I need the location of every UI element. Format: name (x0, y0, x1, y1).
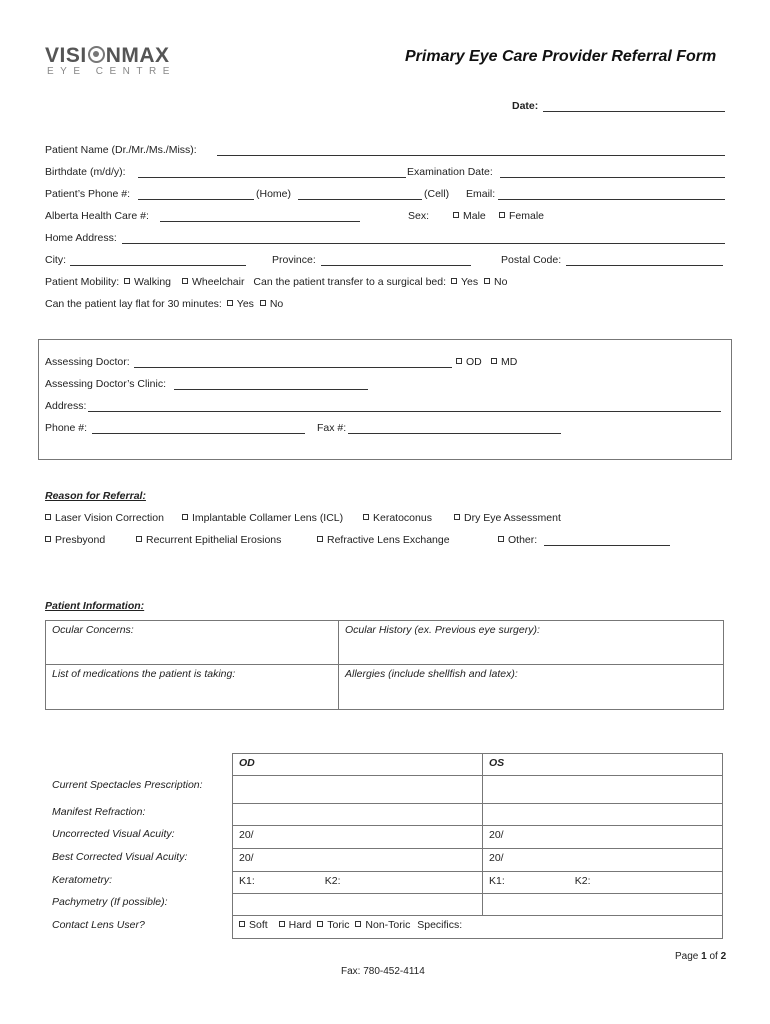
rx-spectacles-od[interactable] (233, 776, 483, 804)
exam-date-field[interactable] (500, 177, 725, 178)
checkbox-icon (498, 536, 504, 542)
ocular-concerns-cell[interactable]: Ocular Concerns: (46, 621, 339, 665)
postal-code-label: Postal Code: (501, 254, 562, 266)
allergies-cell[interactable]: Allergies (include shellfish and latex): (339, 665, 724, 710)
checkbox-icon (317, 536, 323, 542)
rx-manifest-od[interactable] (233, 804, 483, 826)
rx-os-header: OS (483, 754, 723, 776)
birthdate-label: Birthdate (m/d/y): (45, 166, 126, 178)
exam-date-label: Examination Date: (407, 166, 493, 178)
logo-eye-icon (88, 46, 105, 63)
rx-pachymetry-os[interactable] (483, 894, 723, 916)
rx-label-contact-lens: Contact Lens User? (52, 919, 145, 931)
logo: VISI NMAX (45, 44, 170, 67)
patient-name-label: Patient Name (Dr./Mr./Ms./Miss): (45, 144, 197, 156)
patient-name-field[interactable] (217, 155, 725, 156)
checkbox-icon (45, 514, 51, 520)
k1-label: K1: (489, 875, 505, 887)
date-label: Date: (512, 100, 539, 112)
reason-erosions-option[interactable]: Recurrent Epithelial Erosions (136, 534, 281, 546)
k2-label: K2: (574, 875, 591, 887)
mobility-row (45, 276, 507, 288)
doctor-od-option[interactable]: OD (456, 356, 482, 368)
checkbox-icon (363, 514, 369, 520)
checkbox-icon (227, 300, 233, 306)
rx-label-best-corrected: Best Corrected Visual Acuity: (52, 851, 188, 863)
contact-non-toric-option[interactable]: Non-Toric (355, 919, 410, 931)
rx-uncorrected-od[interactable]: 20/ (233, 826, 483, 849)
footer-fax: Fax: 780-452-4114 (341, 966, 425, 977)
checkbox-icon (136, 536, 142, 542)
rx-pachymetry-od[interactable] (233, 894, 483, 916)
date-field[interactable] (543, 111, 725, 112)
home-address-label: Home Address: (45, 232, 117, 244)
checkbox-icon (456, 358, 462, 364)
phone-label: Patient’s Phone #: (45, 188, 131, 200)
doctor-fax-label: Fax #: (317, 422, 347, 434)
contact-soft-option[interactable]: Soft (239, 919, 268, 931)
assessing-doctor-label: Assessing Doctor: (45, 356, 130, 368)
rx-od-header: OD (233, 754, 483, 776)
clinic-label: Assessing Doctor’s Clinic: (45, 378, 166, 390)
rx-label-spectacles: Current Spectacles Prescription: (52, 779, 203, 791)
doctor-fax-field[interactable] (348, 433, 561, 434)
rx-contact-lens-cell (233, 916, 723, 939)
ocular-history-cell[interactable]: Ocular History (ex. Previous eye surgery): (339, 621, 724, 665)
mobility-label: Patient Mobility: (45, 276, 120, 288)
mobility-wheelchair-option[interactable]: Wheelchair (182, 276, 245, 288)
health-care-label: Alberta Health Care #: (45, 210, 149, 222)
checkbox-icon (124, 278, 130, 284)
page-number: Page 1 of 2 (675, 951, 727, 962)
checkbox-icon (355, 921, 361, 927)
medications-cell[interactable]: List of medications the patient is taking: (46, 665, 339, 710)
transfer-label: Can the patient transfer to a surgical bed: (253, 276, 447, 288)
lay-flat-yes-option[interactable]: Yes (227, 298, 254, 310)
rx-label-manifest: Manifest Refraction: (52, 806, 146, 818)
health-care-field[interactable] (160, 221, 360, 222)
rx-spectacles-os[interactable] (483, 776, 723, 804)
rx-uncorrected-os[interactable]: 20/ (483, 826, 723, 849)
k2-label: K2: (324, 875, 341, 887)
rx-label-keratometry: Keratometry: (52, 874, 113, 886)
sex-male-option[interactable]: Male (453, 210, 486, 222)
contact-toric-option[interactable]: Toric (317, 919, 349, 931)
checkbox-icon (182, 514, 188, 520)
checkbox-icon (499, 212, 505, 218)
transfer-yes-option[interactable]: Yes (451, 276, 478, 288)
patient-info-heading: Patient Information: (45, 600, 145, 612)
reason-laser-option[interactable]: Laser Vision Correction (45, 512, 164, 524)
doctor-section-box (38, 339, 732, 460)
reason-other-field[interactable] (544, 545, 670, 546)
checkbox-icon (317, 921, 323, 927)
checkbox-icon (454, 514, 460, 520)
reason-dry-eye-option[interactable]: Dry Eye Assessment (454, 512, 561, 524)
rx-best-corrected-os[interactable]: 20/ (483, 849, 723, 872)
form-title: Primary Eye Care Provider Referral Form (405, 48, 717, 65)
checkbox-icon (45, 536, 51, 542)
checkbox-icon (451, 278, 457, 284)
checkbox-icon (453, 212, 459, 218)
rx-keratometry-os[interactable] (483, 872, 723, 894)
birthdate-field[interactable] (138, 177, 406, 178)
checkbox-icon (260, 300, 266, 306)
home-address-field[interactable] (122, 243, 725, 244)
sex-female-option[interactable]: Female (499, 210, 544, 222)
cell-label: (Cell) (424, 188, 450, 200)
transfer-no-option[interactable]: No (484, 276, 507, 288)
checkbox-icon (279, 921, 285, 927)
doctor-address-label: Address: (45, 400, 87, 412)
rx-table (232, 753, 723, 939)
province-field[interactable] (321, 265, 471, 266)
doctor-phone-field[interactable] (92, 433, 305, 434)
reason-presbyond-option[interactable]: Presbyond (45, 534, 105, 546)
rx-label-uncorrected: Uncorrected Visual Acuity: (52, 828, 175, 840)
reason-heading: Reason for Referral: (45, 490, 146, 502)
reason-keratoconus-option[interactable]: Keratoconus (363, 512, 432, 524)
home-phone-field[interactable] (138, 199, 254, 200)
sex-label: Sex: (408, 210, 430, 222)
rx-manifest-os[interactable] (483, 804, 723, 826)
logo-subtitle: EYE CENTRE (47, 66, 176, 77)
lay-flat-no-option[interactable]: No (260, 298, 283, 310)
reason-other-option[interactable]: Other: (498, 534, 537, 546)
clinic-field[interactable] (174, 389, 368, 390)
province-label: Province: (272, 254, 316, 266)
rx-keratometry-od[interactable] (233, 872, 483, 894)
mobility-walking-option[interactable]: Walking (124, 276, 171, 288)
cell-phone-field[interactable] (298, 199, 422, 200)
patient-info-table (45, 620, 724, 710)
contact-specifics-label: Specifics: (417, 919, 463, 931)
lay-flat-row (45, 298, 283, 310)
lay-flat-label: Can the patient lay flat for 30 minutes: (45, 298, 222, 310)
rx-label-pachymetry: Pachymetry (If possible): (52, 896, 168, 908)
doctor-address-field[interactable] (88, 411, 721, 412)
city-field[interactable] (70, 265, 246, 266)
reason-lens-exchange-option[interactable]: Refractive Lens Exchange (317, 534, 450, 546)
email-label: Email: (466, 188, 496, 200)
checkbox-icon (239, 921, 245, 927)
contact-hard-option[interactable]: Hard (279, 919, 312, 931)
k1-label: K1: (239, 875, 255, 887)
reason-icl-option[interactable]: Implantable Collamer Lens (ICL) (182, 512, 343, 524)
doctor-phone-label: Phone #: (45, 422, 88, 434)
city-label: City: (45, 254, 66, 266)
checkbox-icon (182, 278, 188, 284)
postal-code-field[interactable] (566, 265, 723, 266)
rx-best-corrected-od[interactable]: 20/ (233, 849, 483, 872)
checkbox-icon (484, 278, 490, 284)
assessing-doctor-field[interactable] (134, 367, 452, 368)
email-field[interactable] (498, 199, 725, 200)
doctor-md-option[interactable]: MD (491, 356, 517, 368)
checkbox-icon (491, 358, 497, 364)
home-label: (Home) (256, 188, 292, 200)
